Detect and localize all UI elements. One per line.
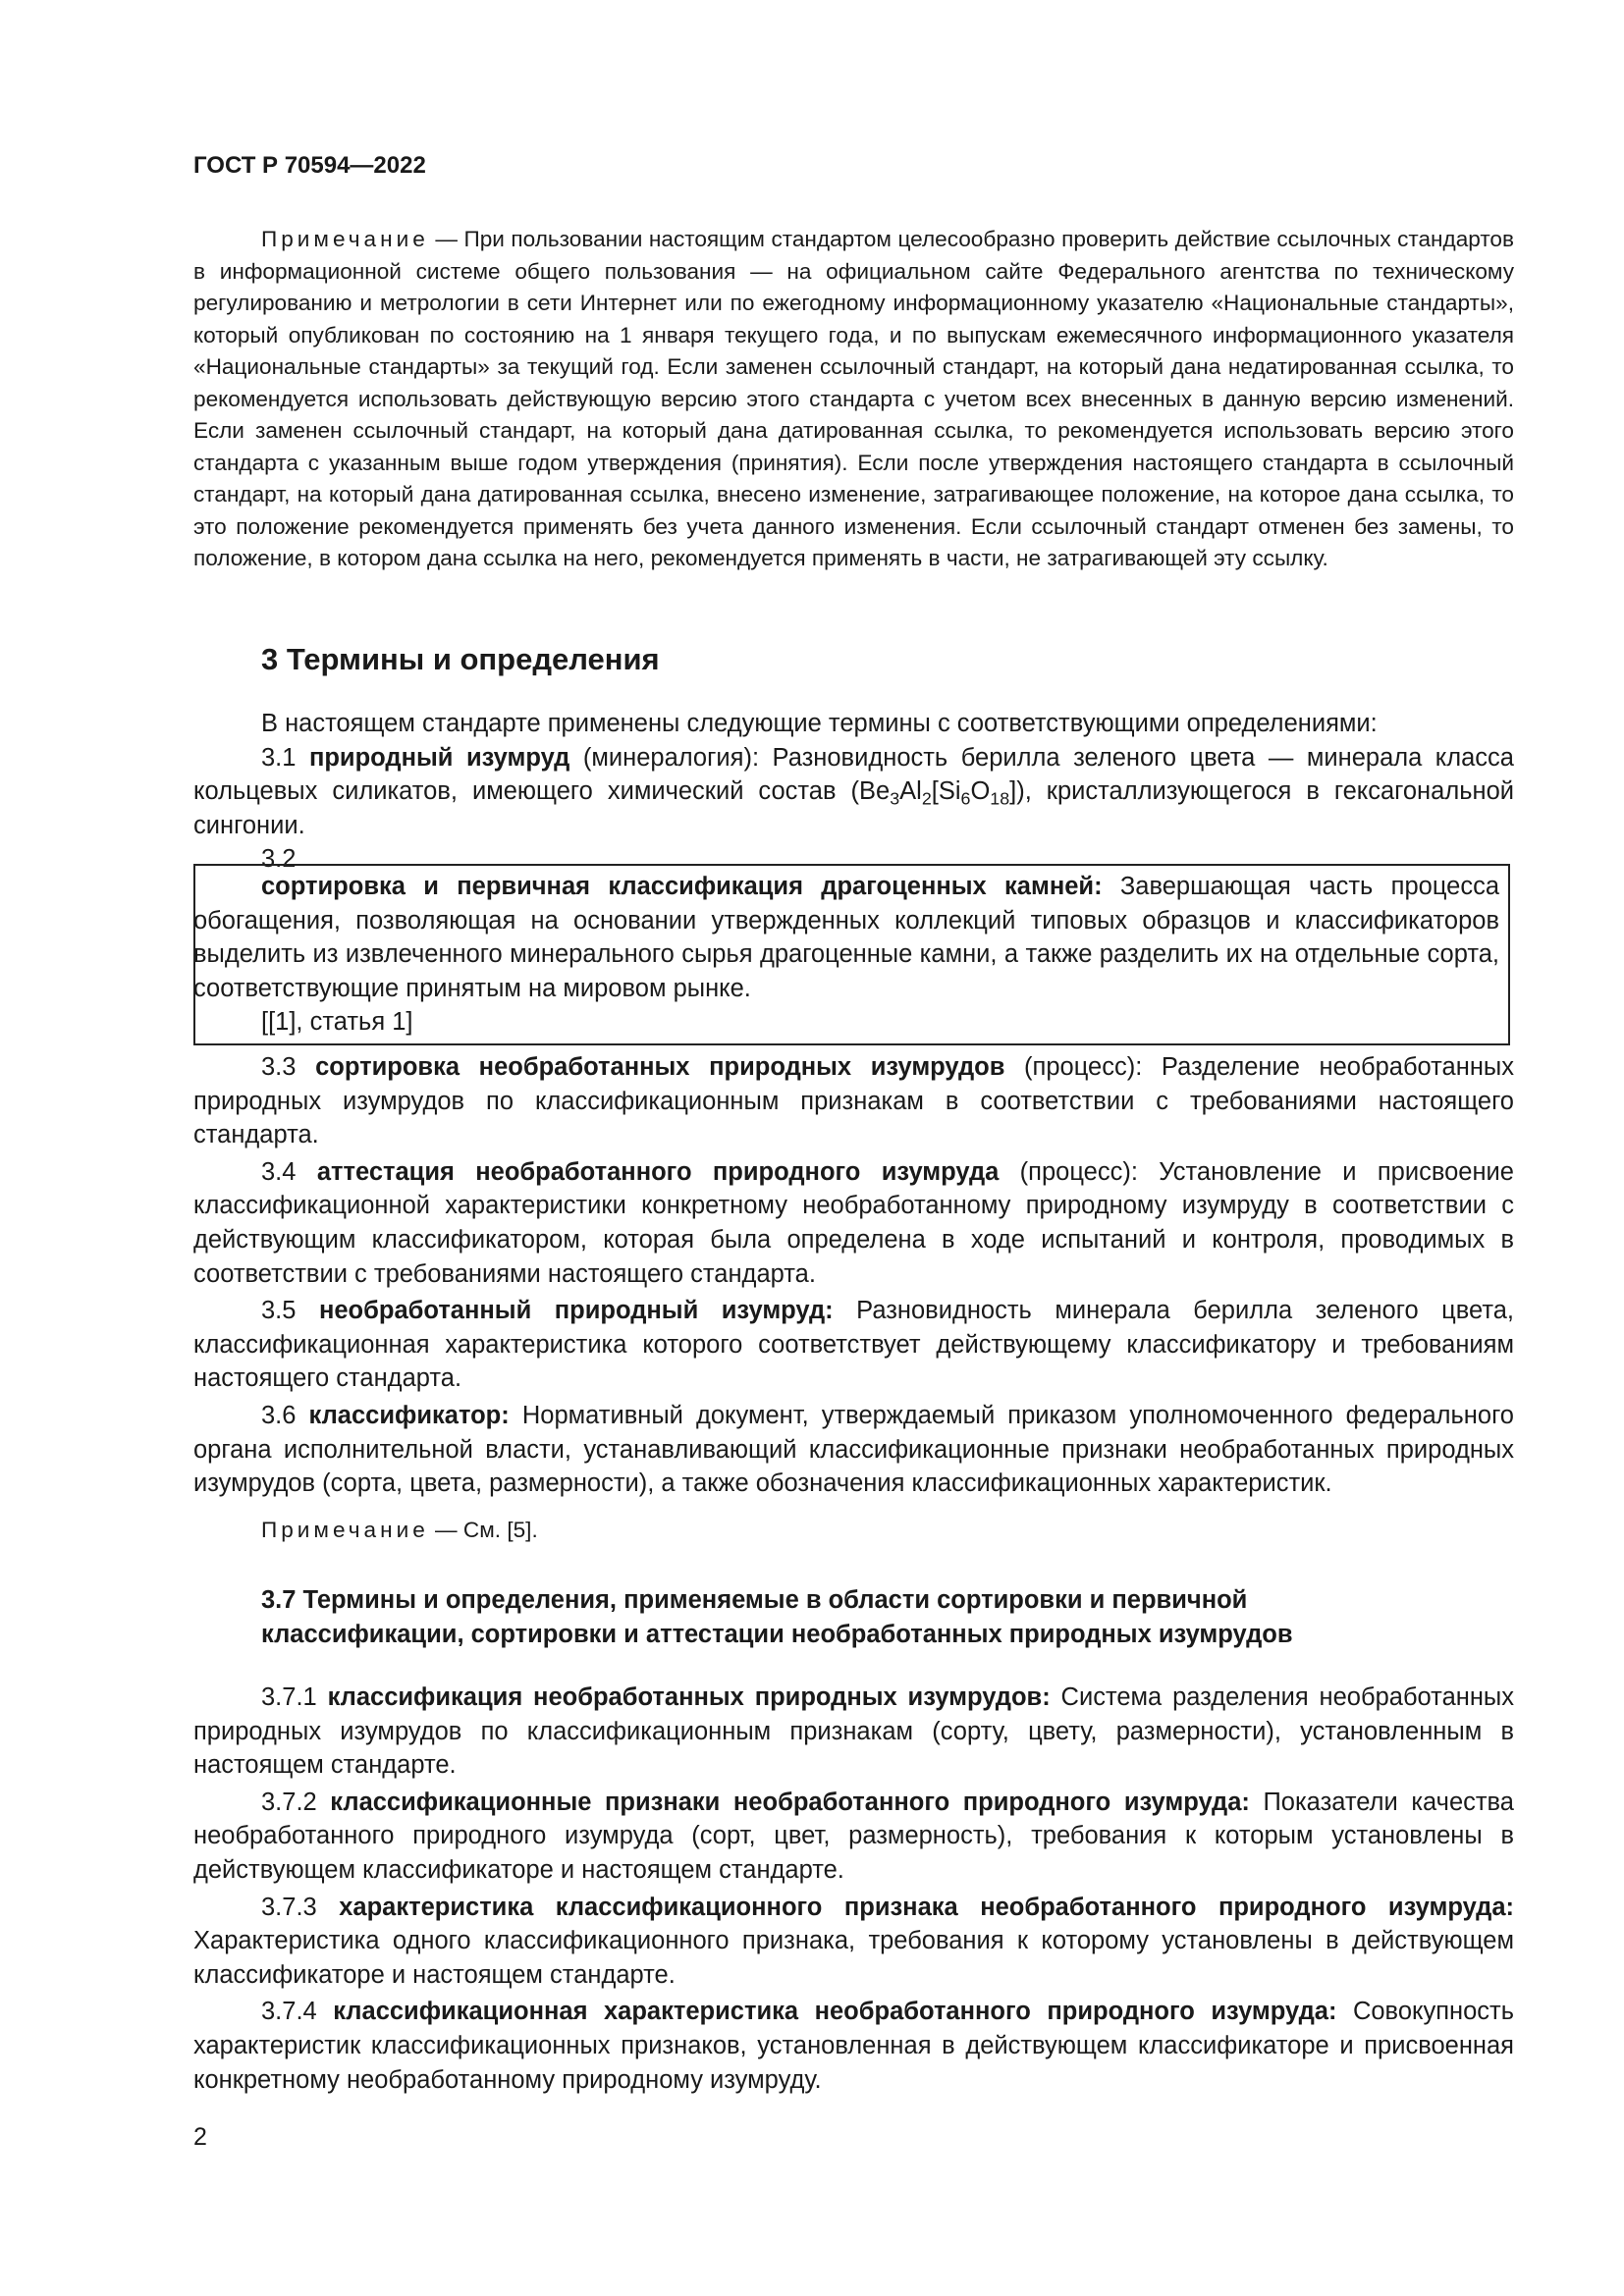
document-id: ГОСТ Р 70594—2022 (193, 152, 426, 179)
section-intro: В настоящем стандарте применены следующие термины с соответствующими определениями: (261, 710, 1378, 737)
note-label: Примечание (261, 227, 429, 251)
term-3-6: 3.6 классификатор: Нормативный документ, утверждаемый приказом уполномоченного федерального органа исполнительной власти, устанавливающий классификационные признаки необработанных природных изумрудов (сорта, цвета, размерности), а также обозначения классификационных характеристик. (193, 1401, 1514, 1498)
reference-note (193, 224, 1514, 575)
term-3-2-number: 3.2 (261, 845, 297, 874)
term-3-2: сортировка и первичная классификация драгоценных камней: Завершающая часть процесса обогащения, позволяющая на основании утвержденных коллекций типовых образцов и классификаторов выделить из извлеченного минерального сырья драгоценные камни, а также разделить их на отдельные сорта, соответствующие принятым на мировом рынке. [[1], статья 1] (193, 870, 1499, 1040)
note-text: — При пользовании настоящим стандартом целесообразно проверить действие ссылочных стандартов в информационной системе общего пользования — на официальном сайте Федерального агентства по техническому регулированию и метрологии в сети Интернет или по ежегодному информационному указателю «Национальные стандарты», который опубликован по состоянию на 1 января текущего года, и по выпускам ежемесячного информационного указателя «Национальные стандарты» за текущий год. Если заменен ссылочный стандарт, на который дана недатированная ссылка, то рекомендуется использовать действующую версию этого стандарта с учетом всех внесенных в данную версию изменений. Если заменен ссылочный стандарт, на который дана датированная ссылка, то рекомендуется использовать версию этого стандарта с указанным выше годом утверждения (принятия). Если после утверждения настоящего стандарта в ссылочный стандарт, на который дана датированная ссылка, внесено изменение, затрагивающее положение, на которое дана ссылка, то это положение рекомендуется применять без учета данного изменения. Если ссылочный стандарт отменен без замены, то положение, в котором дана ссылка на него, рекомендуется применять в части, не затрагивающей эту ссылку. (193, 227, 1514, 570)
page-number: 2 (193, 2123, 207, 2151)
term-3-4: 3.4 аттестация необработанного природного изумруда (процесс): Установление и присвоение классификационной характеристики конкретному необработанному природному изумруду в соответствии с действующим классификатором, которая была определена в ходе испытаний и контроля, проводимых в соответствии с требованиями настоящего стандарта. (193, 1157, 1514, 1288)
term-3-1: 3.1 природный изумруд (минералогия): Разновидность берилла зеленого цвета — минерала класса кольцевых силикатов, имеющего химический состав $(Be_3Al_2[Si_6O_{18}])$, кристаллизующегося в гексагональной сингонии. (193, 743, 1514, 839)
term-3-5: 3.5 необработанный природный изумруд: Разновидность минерала берилла зеленого цвета, классификационная характеристика которого соответствует действующему классификатору и требованиям настоящего стандарта. (193, 1297, 1514, 1393)
term-3-2-source: [[1], статья 1] (261, 1008, 413, 1037)
term-3-7-3: 3.7.3 характеристика классификационного признака необработанного природного изумруда: Характеристика одного классификационного признака, требования к которому установлены в действующем классификаторе и настоящем стандарте. (193, 1893, 1514, 1989)
terms-3-7 (193, 1681, 1514, 2097)
term-3-3: 3.3 сортировка необработанных природных изумрудов (процесс): Разделение необработанных природных изумрудов по классификационным признакам в соответствии с требованиями настоящего стандарта. (193, 1053, 1514, 1149)
terms-3-3-to-3-6 (193, 1050, 1514, 1501)
term-3-7-1: 3.7.1 классификация необработанных природных изумрудов: Система разделения необработанных природных изумрудов по классификационным признакам (сорту, цвету, размерности), установленным в настоящем стандарте. (193, 1683, 1514, 1780)
note-see-5: Примечание — См. [5]. (261, 1518, 538, 1542)
term-3-7-2: 3.7.2 классификационные признаки необработанного природного изумруда: Показатели качества необработанного природного изумруда (сорт, цвет, размерность), требования к которым установлены в действующем классификаторе и настоящем стандарте. (193, 1788, 1514, 1884)
section-intro-block (193, 707, 1514, 877)
section-title: 3 Термины и определения (261, 642, 660, 676)
term-3-7-4: 3.7.4 классификационная характеристика необработанного природного изумруда: Совокупность характеристик классификационных признаков, установленная в действующем классификаторе и присвоенная конкретному необработанному природному изумруду. (193, 1998, 1514, 2094)
subsection-3-7-title: 3.7 Термины и определения, применяемые в области сортировки и первичной классификации, сортировки и аттестации необработанных природных изумрудов (261, 1586, 1293, 1648)
